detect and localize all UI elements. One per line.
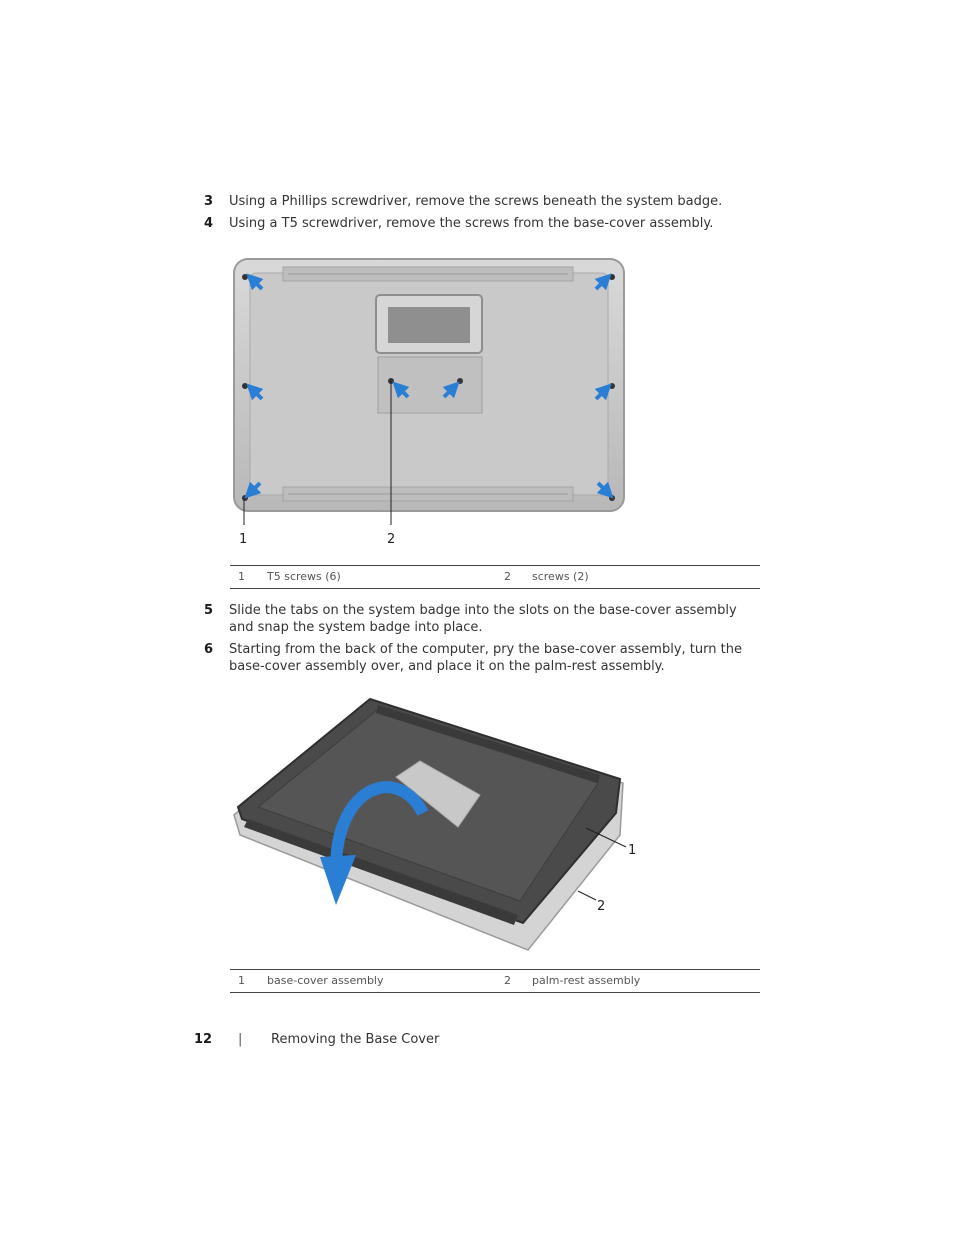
- laptop-bottom-figure: [228, 255, 633, 525]
- legend-num: 2: [504, 570, 511, 583]
- legend-label: palm-rest assembly: [532, 974, 641, 987]
- step-number: 5: [204, 603, 214, 618]
- callout-1: 1: [239, 532, 248, 547]
- legend-num: 1: [238, 974, 245, 987]
- step-number: 4: [204, 216, 214, 231]
- footer-separator: |: [238, 1032, 243, 1047]
- base-cover-figure: [228, 695, 648, 960]
- legend-label: base-cover assembly: [267, 974, 384, 987]
- step-text: Slide the tabs on the system badge into the slots on the base-cover assembly and snap the system badge into place.: [229, 603, 737, 635]
- step-text: Using a T5 screwdriver, remove the screws from the base-cover assembly.: [229, 216, 714, 231]
- legend-label: T5 screws (6): [267, 570, 341, 583]
- page-number: 12: [194, 1032, 213, 1047]
- callout-1: 1: [628, 843, 637, 858]
- figure2-legend: [230, 969, 760, 993]
- step-text: Starting from the back of the computer, pry the base-cover assembly, turn the base-cover assembly over, and place it on the palm-rest assembly.: [229, 642, 742, 674]
- callout-2: 2: [597, 899, 606, 914]
- callout-2: 2: [387, 532, 396, 547]
- section-title: Removing the Base Cover: [271, 1032, 440, 1047]
- legend-label: screws (2): [532, 570, 589, 583]
- legend-num: 1: [238, 570, 245, 583]
- legend-num: 2: [504, 974, 511, 987]
- figure1-legend: [230, 565, 760, 589]
- step-number: 3: [204, 194, 214, 209]
- step-text: Using a Phillips screwdriver, remove the screws beneath the system badge.: [229, 194, 723, 209]
- step-number: 6: [204, 642, 214, 657]
